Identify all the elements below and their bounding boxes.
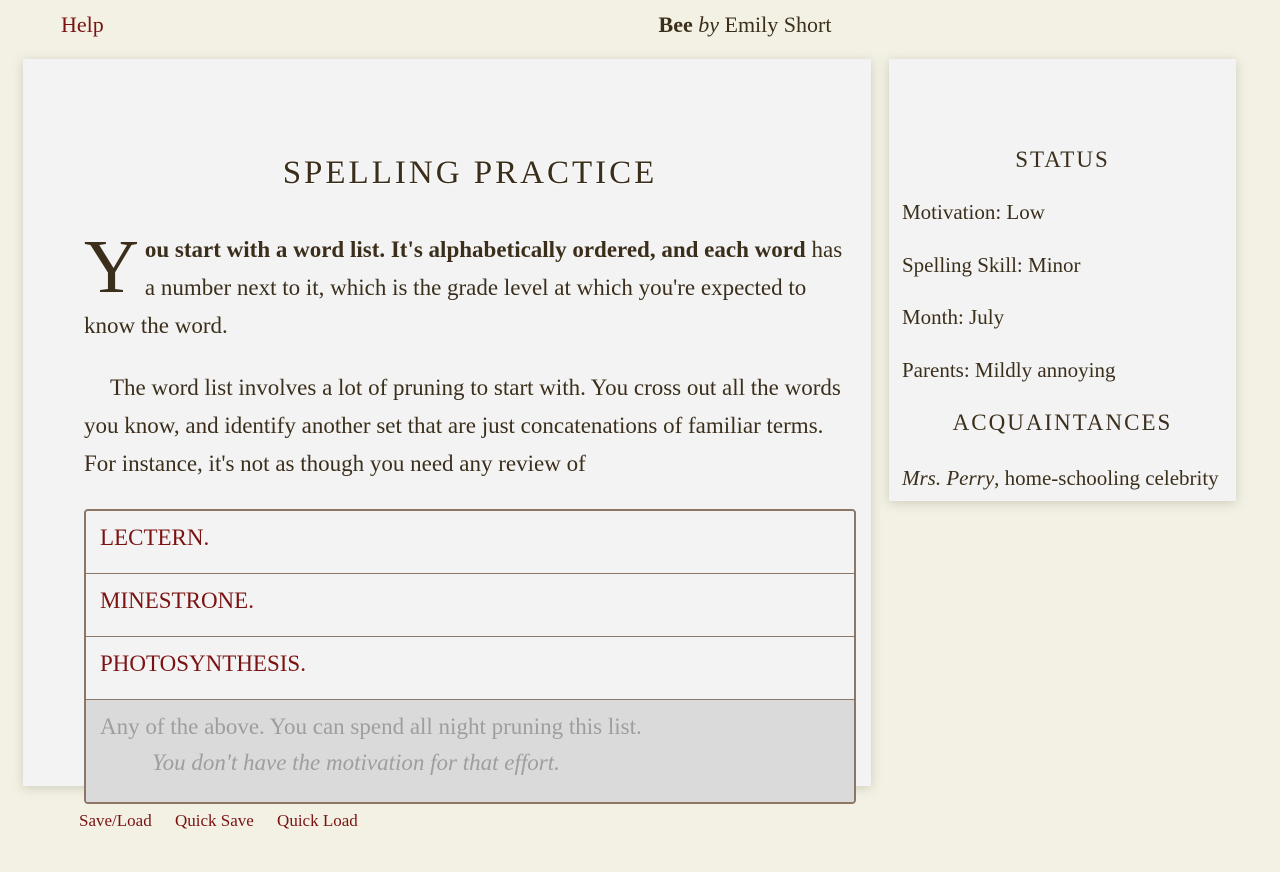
story-by: by	[698, 12, 719, 37]
help-link[interactable]: Help	[61, 12, 104, 37]
choices-list	[84, 509, 856, 804]
acquaintance-description: , home-schooling celebrity	[994, 466, 1219, 490]
quick-save-link[interactable]: Quick Save	[174, 811, 254, 830]
acquaintance-name: Mrs. Perry	[902, 466, 995, 490]
choice-lectern[interactable]: LECTERN.	[86, 511, 854, 574]
story-author: Emily Short	[724, 12, 832, 37]
status-heading: STATUS	[1015, 147, 1110, 172]
acquaintances-heading: ACQUAINTANCES	[952, 410, 1173, 435]
story-title: Bee	[658, 12, 693, 37]
save-load-link[interactable]: Save/Load	[79, 811, 152, 830]
stat-month: Month: July	[902, 305, 1005, 329]
paragraph-1-bold: ou start with a word list. It's alphabetically ordered, and each word	[144, 237, 806, 262]
footer-links	[79, 811, 377, 831]
status-panel	[889, 59, 1236, 501]
drop-cap: Y	[84, 225, 139, 309]
passage-paragraph-2: The word list involves a lot of pruning to start with. You cross out all the words you know, and identify another set that are just concatenations of familiar terms. For instance, it's not as though you need any review of	[84, 375, 841, 476]
passage-heading: SPELLING PRACTICE	[282, 155, 658, 191]
quick-load-link[interactable]: Quick Load	[277, 811, 358, 830]
choice-photosynthesis[interactable]: PHOTOSYNTHESIS.	[86, 637, 854, 700]
stat-parents: Parents: Mildly annoying	[902, 358, 1116, 382]
stat-spelling-skill: Spelling Skill: Minor	[902, 253, 1081, 277]
paragraph-1-text: has a number next to it, which is the grade level at which you're expected to know the word.	[84, 237, 843, 338]
stat-motivation: Motivation: Low	[902, 200, 1045, 224]
disabled-choice-reason: You don't have the motivation for that effort.	[152, 750, 560, 775]
choice-minestrone[interactable]: MINESTRONE.	[86, 574, 854, 637]
choice-disabled-any	[86, 700, 854, 802]
content-panel	[23, 59, 871, 786]
acquaintance-entry	[902, 463, 1222, 493]
passage-paragraph-1	[84, 225, 844, 345]
disabled-choice-label: Any of the above. You can spend all night pruning this list.	[100, 714, 642, 739]
story-title-bar	[0, 12, 1280, 38]
